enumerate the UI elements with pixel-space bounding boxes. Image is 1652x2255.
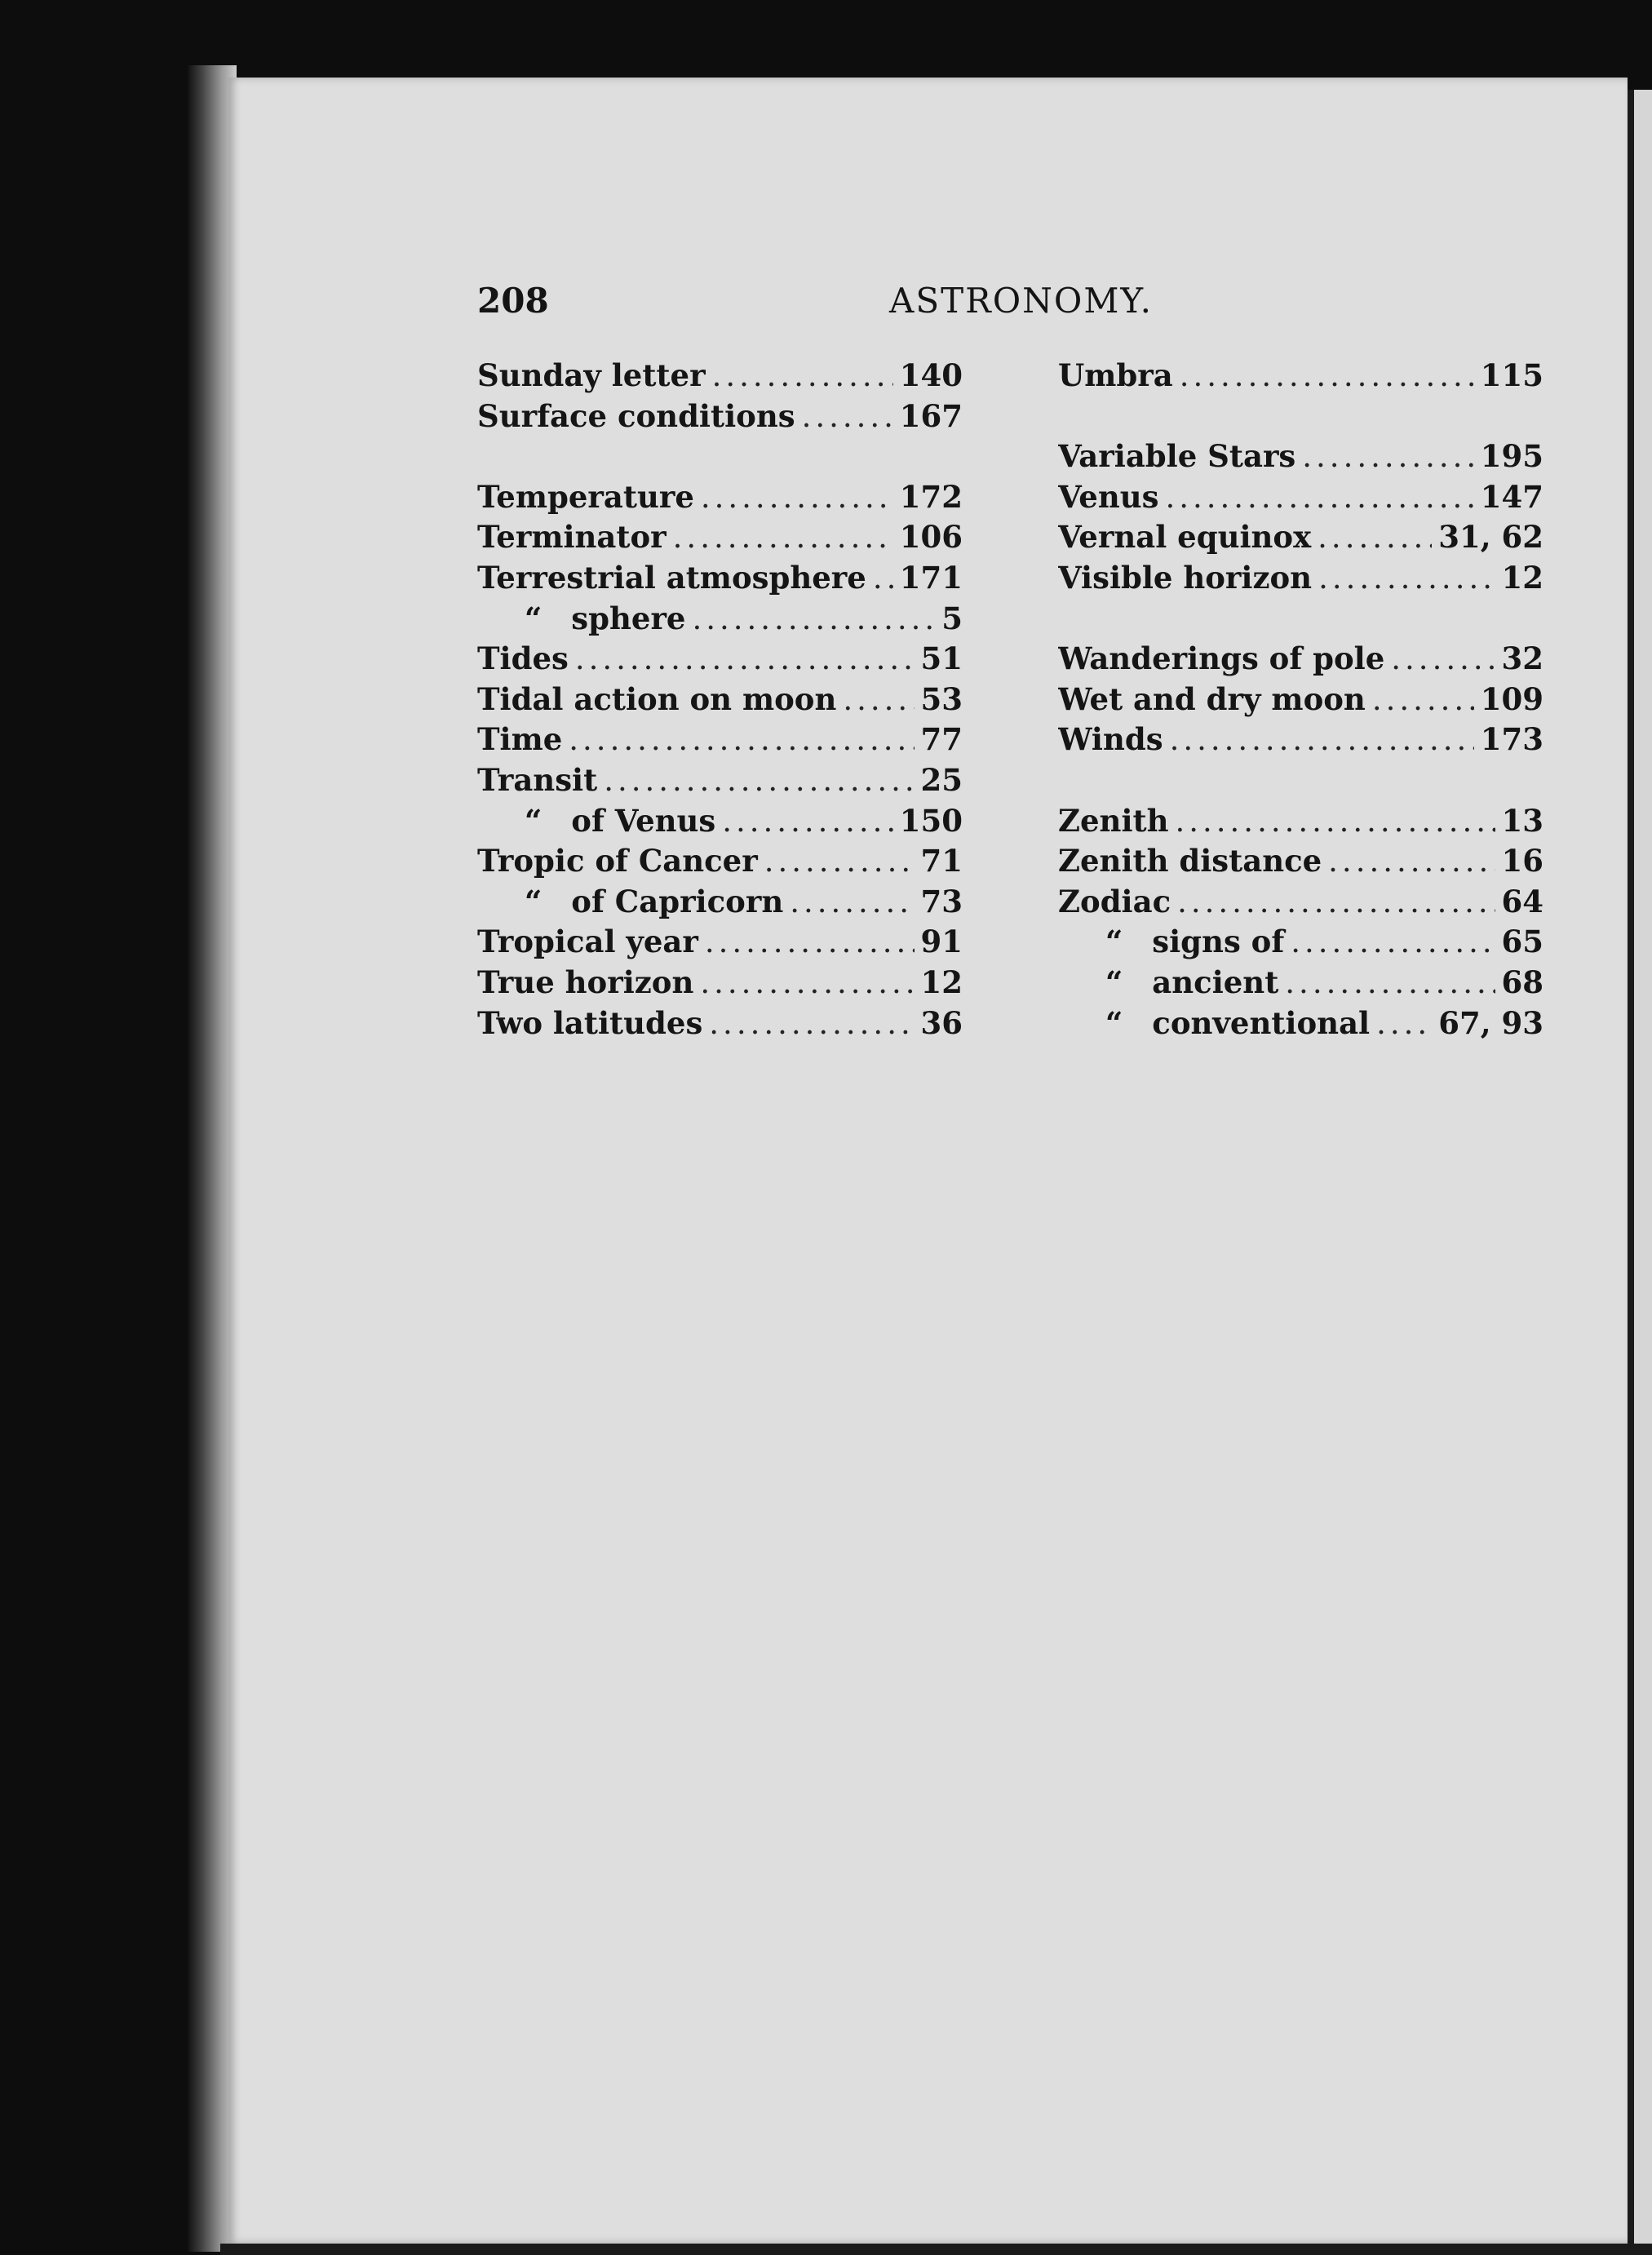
index-term: Time	[477, 721, 563, 758]
ditto-mark: “	[1105, 1004, 1123, 1041]
index-entry	[477, 517, 963, 558]
dot-leader	[1165, 477, 1473, 518]
dot-leader	[1177, 882, 1495, 923]
page-reference: 173	[1480, 721, 1543, 758]
index-entry	[1058, 639, 1543, 680]
ditto-mark: “	[525, 883, 543, 919]
dot-leader	[673, 517, 893, 558]
page-reference: 140	[899, 357, 963, 393]
index-entry	[1058, 882, 1543, 923]
ditto-mark: “	[525, 600, 543, 636]
running-head	[477, 281, 1546, 330]
index-entry	[477, 720, 963, 760]
index-column-left	[477, 356, 963, 1043]
index-entry	[477, 882, 963, 923]
index-entry	[477, 356, 963, 397]
dot-leader	[802, 397, 893, 437]
index-term: Temperature	[477, 478, 694, 515]
page-reference: 16	[1501, 843, 1543, 879]
dot-leader	[1285, 963, 1495, 1003]
dot-leader	[1176, 801, 1495, 842]
index-term: ancient	[1152, 964, 1279, 1000]
page-title: ASTRONOMY.	[889, 281, 1154, 321]
dot-leader	[705, 922, 915, 963]
page-reference: 115	[1480, 357, 1543, 393]
ditto-mark: “	[1105, 924, 1123, 960]
index-term: of Capricorn	[571, 883, 784, 919]
dot-leader	[700, 963, 914, 1003]
page-reference: 51	[920, 640, 963, 677]
index-term: Winds	[1058, 721, 1163, 758]
dot-leader	[1391, 639, 1495, 680]
page-reference: 172	[899, 478, 963, 515]
page-reference: 68	[1501, 964, 1543, 1000]
index-entry	[1058, 963, 1543, 1003]
dot-leader	[1180, 356, 1474, 397]
index-term: conventional	[1152, 1004, 1371, 1041]
index-term: sphere	[571, 600, 686, 636]
dot-leader	[701, 477, 893, 518]
page-reference: 195	[1480, 438, 1543, 475]
dot-leader	[764, 841, 915, 882]
index-entry	[477, 558, 963, 599]
index-entry	[1058, 356, 1543, 397]
index-entry	[1058, 680, 1543, 720]
page-reference: 171	[899, 559, 963, 596]
index-term: signs of	[1152, 924, 1285, 960]
index-term: of Venus	[571, 802, 716, 839]
index-term: Wet and dry moon	[1058, 680, 1366, 717]
dot-leader	[1328, 841, 1495, 882]
index-term: Wanderings of pole	[1058, 640, 1385, 677]
index-term: Zodiac	[1058, 883, 1171, 919]
dot-leader	[575, 639, 915, 680]
index-spacer	[477, 436, 963, 477]
index-spacer	[1058, 599, 1543, 640]
index-term: Venus	[1058, 478, 1159, 515]
index-term: Variable Stars	[1058, 438, 1296, 475]
index-term: Vernal equinox	[1058, 519, 1312, 556]
index-entry	[477, 841, 963, 882]
dot-leader	[843, 680, 914, 720]
index-entry	[477, 680, 963, 720]
index-term: Zenith distance	[1058, 843, 1322, 879]
index-term: Sunday letter	[477, 357, 706, 393]
dot-leader	[569, 720, 914, 760]
dot-leader	[873, 558, 893, 599]
page-reference: 150	[899, 802, 963, 839]
dot-leader	[1302, 436, 1473, 477]
dot-leader	[712, 356, 893, 397]
index-term: Surface conditions	[477, 397, 795, 434]
index-term: True horizon	[477, 964, 694, 1000]
index-entry	[1058, 517, 1543, 558]
page-reference: 64	[1501, 883, 1543, 919]
page-reference: 25	[920, 761, 963, 798]
index-entry	[477, 397, 963, 437]
index-term: Terrestrial atmosphere	[477, 559, 866, 596]
index-term: Terminator	[477, 519, 667, 556]
next-page-strip	[1634, 90, 1652, 2244]
dot-leader	[709, 1003, 914, 1044]
index-term: Tropic of Cancer	[477, 843, 758, 879]
ditto-mark: “	[525, 802, 543, 839]
page-reference: 67, 93	[1438, 1004, 1543, 1041]
index-entry	[477, 801, 963, 842]
index-term: Two latitudes	[477, 1004, 703, 1041]
page-reference: 31, 62	[1438, 519, 1543, 556]
page-reference: 5	[941, 600, 963, 636]
index-entry	[477, 477, 963, 518]
page-reference: 36	[920, 1004, 963, 1041]
index-entry	[477, 963, 963, 1003]
page-reference: 71	[920, 843, 963, 879]
index-term: Umbra	[1058, 357, 1173, 393]
index-entry	[1058, 1003, 1543, 1044]
dot-leader	[1318, 517, 1432, 558]
page-reference: 32	[1501, 640, 1543, 677]
dot-leader	[1291, 922, 1495, 963]
index-term: Zenith	[1058, 802, 1169, 839]
dot-leader	[790, 882, 914, 923]
dot-leader	[1170, 720, 1474, 760]
page-reference: 65	[1501, 924, 1543, 960]
index-entry	[1058, 477, 1543, 518]
bottom-page-edge	[220, 2244, 1652, 2255]
page-reference: 53	[920, 680, 963, 717]
index-entry	[1058, 720, 1543, 760]
index-spacer	[1058, 397, 1543, 437]
page-reference: 167	[899, 397, 963, 434]
page-reference: 91	[920, 924, 963, 960]
page-reference: 12	[1501, 559, 1543, 596]
dot-leader	[1318, 558, 1495, 599]
dot-leader	[692, 599, 935, 640]
page-reference: 13	[1501, 802, 1543, 839]
dot-leader	[722, 801, 893, 842]
page-reference: 106	[899, 519, 963, 556]
index-entry	[1058, 922, 1543, 963]
ditto-mark: “	[1105, 964, 1123, 1000]
dot-leader	[604, 760, 914, 801]
page-reference: 12	[920, 964, 963, 1000]
index-entry	[477, 1003, 963, 1044]
index-term: Visible horizon	[1058, 559, 1313, 596]
index-spacer	[1058, 760, 1543, 801]
index-column-right	[1058, 356, 1543, 1043]
dot-leader	[1376, 1003, 1432, 1044]
index-term: Transit	[477, 761, 598, 798]
index-term: Tides	[477, 640, 569, 677]
dot-leader	[1372, 680, 1474, 720]
index-term: Tidal action on moon	[477, 680, 837, 717]
index-entry	[477, 922, 963, 963]
page-reference: 73	[920, 883, 963, 919]
index-entry	[477, 760, 963, 801]
right-page-edge	[1628, 90, 1634, 2244]
page-reference: 109	[1480, 680, 1543, 717]
page-reference: 147	[1480, 478, 1543, 515]
index-entry	[477, 599, 963, 640]
index-term: Tropical year	[477, 924, 698, 960]
index-entry	[1058, 841, 1543, 882]
page-reference: 77	[920, 721, 963, 758]
index-entry	[1058, 436, 1543, 477]
index-entry	[1058, 558, 1543, 599]
index-entry	[1058, 801, 1543, 842]
page-number: 208	[477, 281, 549, 321]
index-entry	[477, 639, 963, 680]
